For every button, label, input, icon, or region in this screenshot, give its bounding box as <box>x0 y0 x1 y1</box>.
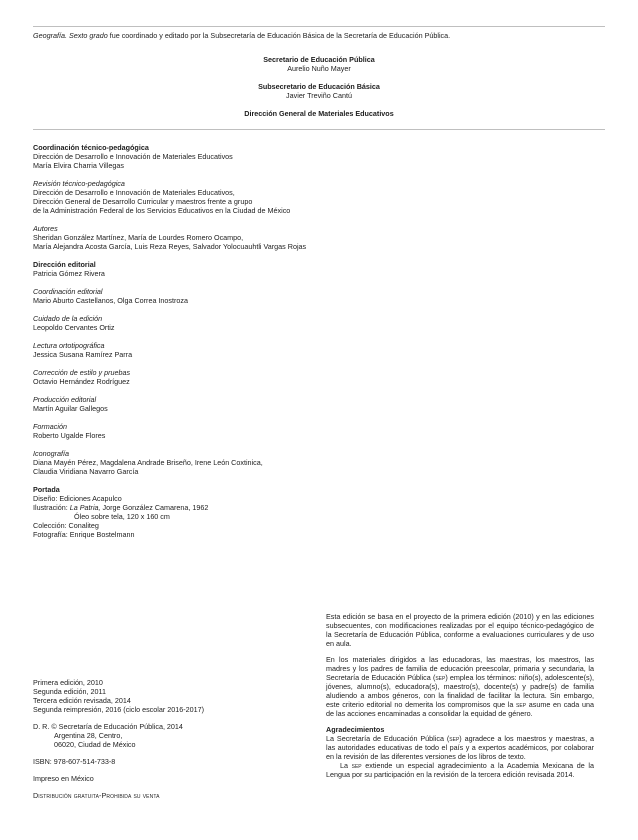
credits-block <box>33 143 393 548</box>
edition-line: Segunda reimpresión, 2016 (ciclo escolar 2016-2017) <box>33 705 205 714</box>
sep-acronym: sep <box>435 673 446 682</box>
note-text: ) emplea los términos: niño(s), adolescente(s), jóvenes, alumno(s), educadora(s), maestro(s), docente(s) y padre(s) de familia aludiendo a ambos géneros, con la finalidad de facilitar la lectura. Sin embargo, este criterio editorial no demerita los compromisos que la <box>326 673 594 709</box>
credit-proofreading <box>33 341 393 359</box>
credit-heading: Corrección de estilo y pruebas <box>33 368 131 377</box>
illustration-prefix: Ilustración: <box>33 503 70 512</box>
credit-editorial-direction <box>33 260 393 278</box>
credit-line: Martín Aguilar Gallegos <box>33 404 108 413</box>
address-line: 06020, Ciudad de México <box>54 740 136 749</box>
illustration-work: La Patria, <box>69 503 101 512</box>
section-rule <box>33 129 605 130</box>
intro-statement <box>33 31 605 40</box>
sep-acronym: sep <box>516 700 527 709</box>
credit-line: Diana Mayén Pérez, Magdalena Andrade Briseño, Irene León Coxtinica, <box>33 458 263 467</box>
credit-line: Óleo sobre tela, 120 x 160 cm <box>74 512 170 521</box>
credit-line: Dirección de Desarrollo e Innovación de Materiales Educativos <box>33 152 233 161</box>
note-paragraph <box>326 655 594 718</box>
credit-line: Fotografía: Enrique Bostelmann <box>33 530 135 539</box>
credit-heading: Cuidado de la edición <box>33 314 103 323</box>
credit-heading: Portada <box>33 485 60 494</box>
note-text: extiende un especial agradecimiento a la Academia Mexicana de la Lengua por su participación en la revisión de la tercera edición revisada 2014. <box>326 761 594 779</box>
credit-line: Roberto Ugalde Flores <box>33 431 106 440</box>
edition-line: Tercera edición revisada, 2014 <box>33 696 131 705</box>
credit-line: Leopoldo Cervantes Ortiz <box>33 323 115 332</box>
credit-line: Jessica Susana Ramírez Parra <box>33 350 133 359</box>
edition-line: Primera edición, 2010 <box>33 678 103 687</box>
credit-line: Sheridan González Martínez, María de Lourdes Romero Ocampo, <box>33 233 244 242</box>
directorate-title: Dirección General de Materiales Educativos <box>244 109 394 118</box>
note-paragraph: Esta edición se basa en el proyecto de la primera edición (2010) y en las ediciones subsecuentes, con modificaciones realizadas por el equipo técnico-pedagógico de la Secretaría de Educación Pública, conforme a evaluaciones curriculares y de uso en aula. <box>326 612 594 648</box>
intro-text: fue coordinado y editado por la Subsecretaría de Educación Básica de la Secretaría de Educación Pública. <box>107 31 451 40</box>
credit-heading: Coordinación técnico-pedagógica <box>33 143 149 152</box>
acknowledgments-heading: Agradecimientos <box>326 725 385 734</box>
credit-authors <box>33 224 393 251</box>
credit-line: Dirección de Desarrollo e Innovación de Materiales Educativos, <box>33 188 235 197</box>
credit-heading: Dirección editorial <box>33 260 96 269</box>
official-name: Aurelio Nuño Mayer <box>287 64 351 73</box>
official-role: Secretario de Educación Pública <box>263 55 375 64</box>
note-text: La <box>340 761 352 770</box>
distribution-notice: Distribución gratuita-Prohibida su venta <box>33 791 160 800</box>
credit-style-correction <box>33 368 393 386</box>
address-line: Argentina 28, Centro, <box>54 731 123 740</box>
credit-line: de la Administración Federal de los Servicios Educativos en la Ciudad de México <box>33 206 291 215</box>
book-title: Geografía. Sexto grado <box>33 31 108 40</box>
credit-technical-review <box>33 179 393 215</box>
credit-heading: Autores <box>33 224 58 233</box>
credit-cover <box>33 485 393 539</box>
illustration-suffix: Jorge González Camarena, 1962 <box>100 503 209 512</box>
editorial-notes <box>326 612 594 779</box>
credit-heading: Coordinación editorial <box>33 287 103 296</box>
note-text: ) agradece a los maestros y maestras, a las autoridades educativas de todo el país y a expertos académicos, por colaborar en la revisión de las diferentes versiones de los libros de texto. <box>326 734 594 761</box>
credit-line <box>33 503 393 512</box>
sep-acronym: sep <box>351 761 362 770</box>
credit-line: Patricia Gómez Rivera <box>33 269 105 278</box>
credit-line: Octavio Hernández Rodríguez <box>33 377 130 386</box>
note-text: asume en cada una de las acciones encaminadas a consolidar la equidad de género. <box>326 700 594 718</box>
rights-line: D. R. © Secretaría de Educación Pública, 2014 <box>33 722 183 731</box>
isbn: ISBN: 978-607-514-733-8 <box>33 757 116 766</box>
official-role: Subsecretario de Educación Básica <box>258 82 380 91</box>
ack-paragraph <box>326 761 594 779</box>
credit-heading: Producción editorial <box>33 395 97 404</box>
edition-line: Segunda edición, 2011 <box>33 687 107 696</box>
credit-line: Mario Aburto Castellanos, Olga Correa Inostroza <box>33 296 189 305</box>
credit-heading: Formación <box>33 422 67 431</box>
credit-line: Diseño: Ediciones Acapulco <box>33 494 122 503</box>
credit-line: Colección: Conaliteg <box>33 521 99 530</box>
note-text: La Secretaría de Educación Pública ( <box>326 734 450 743</box>
credit-editorial-coordination <box>33 287 393 305</box>
credit-line: María Alejandra Acosta García, Luis Reza Reyes, Salvador Yolocuauhtli Vargas Rojas <box>33 242 307 251</box>
credit-line: María Elvira Charria Villegas <box>33 161 124 170</box>
printed-in: Impreso en México <box>33 774 94 783</box>
sep-acronym: sep <box>449 734 460 743</box>
ack-paragraph <box>326 734 594 761</box>
credit-editorial-production <box>33 395 393 413</box>
official-name: Javier Treviño Cantú <box>286 91 352 100</box>
note-text: En los materiales dirigidos a las educadoras, las maestras, los maestros, las madres y los padres de familia de educación preescolar, primaria y secundaria, la Secretaría de Educación Pública ( <box>326 655 594 682</box>
credit-line: Dirección General de Desarrollo Curricular y maestros frente a grupo <box>33 197 253 206</box>
credit-formatting <box>33 422 393 440</box>
credit-line: Claudia Viridiana Navarro García <box>33 467 139 476</box>
top-rule <box>33 26 605 27</box>
credit-iconography <box>33 449 393 476</box>
publication-info <box>33 678 313 800</box>
credit-edition-care <box>33 314 393 332</box>
officials-block <box>33 55 605 118</box>
credit-heading: Lectura ortotipográfica <box>33 341 105 350</box>
edition-history <box>33 678 313 714</box>
credit-heading: Revisión técnico-pedagógica <box>33 179 125 188</box>
credit-heading: Iconografía <box>33 449 69 458</box>
rights-block <box>33 722 313 749</box>
credit-coordination <box>33 143 393 170</box>
